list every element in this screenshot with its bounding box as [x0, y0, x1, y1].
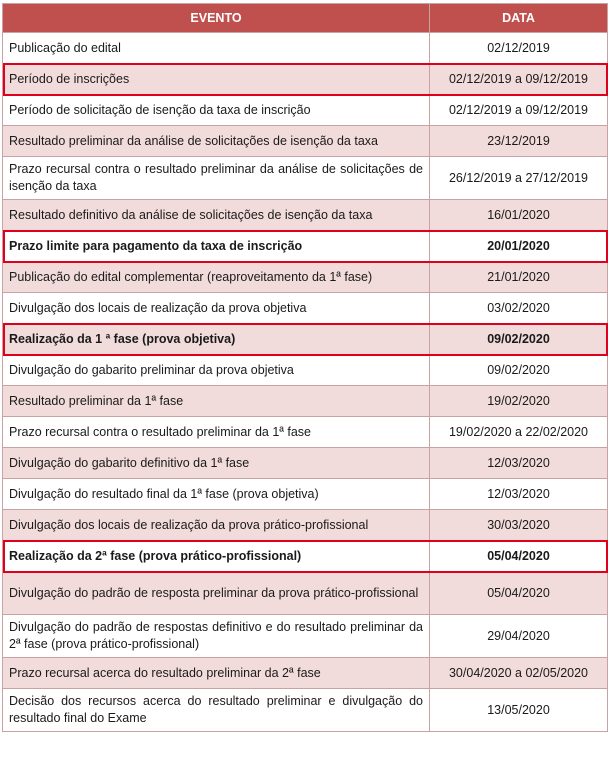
column-header-evento: EVENTO — [3, 4, 430, 33]
table-row — [3, 386, 608, 417]
date-cell: 30/03/2020 — [430, 510, 608, 541]
table-row — [3, 262, 608, 293]
table-row — [3, 33, 608, 64]
table-row — [3, 231, 608, 262]
event-cell: Prazo recursal contra o resultado preliminar da análise de solicitações de isenção da taxa — [3, 157, 430, 200]
table-row — [3, 200, 608, 231]
event-cell: Período de inscrições — [3, 64, 430, 95]
event-cell: Decisão dos recursos acerca do resultado preliminar e divulgação do resultado final do Exame — [3, 689, 430, 732]
event-cell: Resultado preliminar da análise de solicitações de isenção da taxa — [3, 126, 430, 157]
date-cell: 12/03/2020 — [430, 479, 608, 510]
table-header-row — [3, 4, 608, 33]
table-row — [3, 572, 608, 615]
table-row — [3, 479, 608, 510]
table-row — [3, 448, 608, 479]
date-cell: 26/12/2019 a 27/12/2019 — [430, 157, 608, 200]
date-cell: 16/01/2020 — [430, 200, 608, 231]
date-cell: 29/04/2020 — [430, 615, 608, 658]
table-row — [3, 510, 608, 541]
table-row — [3, 417, 608, 448]
date-cell: 09/02/2020 — [430, 324, 608, 355]
event-cell: Divulgação dos locais de realização da prova objetiva — [3, 293, 430, 324]
event-cell: Prazo limite para pagamento da taxa de inscrição — [3, 231, 430, 262]
event-cell: Resultado preliminar da 1ª fase — [3, 386, 430, 417]
table-body — [3, 33, 608, 732]
table-row — [3, 293, 608, 324]
table-row — [3, 126, 608, 157]
table-row — [3, 541, 608, 572]
table-row — [3, 64, 608, 95]
event-cell: Divulgação do gabarito definitivo da 1ª fase — [3, 448, 430, 479]
event-cell: Divulgação do resultado final da 1ª fase (prova objetiva) — [3, 479, 430, 510]
date-cell: 12/03/2020 — [430, 448, 608, 479]
event-cell: Prazo recursal acerca do resultado preliminar da 2ª fase — [3, 658, 430, 689]
column-header-data: DATA — [430, 4, 608, 33]
date-cell: 20/01/2020 — [430, 231, 608, 262]
date-cell: 05/04/2020 — [430, 572, 608, 615]
table-row — [3, 157, 608, 200]
date-cell: 02/12/2019 — [430, 33, 608, 64]
date-cell: 09/02/2020 — [430, 355, 608, 386]
date-cell: 23/12/2019 — [430, 126, 608, 157]
date-cell: 13/05/2020 — [430, 689, 608, 732]
date-cell: 19/02/2020 — [430, 386, 608, 417]
event-cell: Publicação do edital — [3, 33, 430, 64]
event-cell: Divulgação do padrão de resposta preliminar da prova prático-profissional — [3, 572, 430, 615]
date-cell: 05/04/2020 — [430, 541, 608, 572]
date-cell: 21/01/2020 — [430, 262, 608, 293]
event-cell: Divulgação dos locais de realização da prova prático-profissional — [3, 510, 430, 541]
event-cell: Divulgação do gabarito preliminar da prova objetiva — [3, 355, 430, 386]
table-row — [3, 658, 608, 689]
event-cell: Divulgação do padrão de respostas definitivo e do resultado preliminar da 2ª fase (prova prático-profissional) — [3, 615, 430, 658]
table-row — [3, 615, 608, 658]
date-cell: 19/02/2020 a 22/02/2020 — [430, 417, 608, 448]
table-row — [3, 324, 608, 355]
date-cell: 02/12/2019 a 09/12/2019 — [430, 95, 608, 126]
schedule-table — [2, 3, 608, 732]
event-cell: Resultado definitivo da análise de solicitações de isenção da taxa — [3, 200, 430, 231]
event-cell: Prazo recursal contra o resultado preliminar da 1ª fase — [3, 417, 430, 448]
table-row — [3, 95, 608, 126]
date-cell: 02/12/2019 a 09/12/2019 — [430, 64, 608, 95]
event-cell: Realização da 2ª fase (prova prático-profissional) — [3, 541, 430, 572]
event-cell: Realização da 1 ª fase (prova objetiva) — [3, 324, 430, 355]
event-cell: Publicação do edital complementar (reaproveitamento da 1ª fase) — [3, 262, 430, 293]
date-cell: 30/04/2020 a 02/05/2020 — [430, 658, 608, 689]
table-row — [3, 355, 608, 386]
table-row — [3, 689, 608, 732]
event-cell: Período de solicitação de isenção da taxa de inscrição — [3, 95, 430, 126]
date-cell: 03/02/2020 — [430, 293, 608, 324]
